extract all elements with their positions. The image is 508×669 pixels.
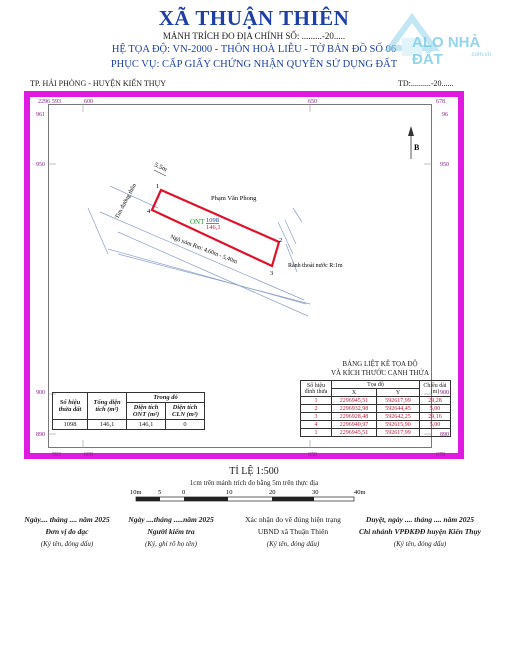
vertex-label: 4 [147,208,151,215]
drain-label: Rãnh thoát nước R:1m [288,263,343,269]
signature-role: Người kiểm tra [147,527,195,536]
coord-table-title-line: VÀ KÍCH THƯỚC CẠNH THỬA [330,369,430,377]
table-header: Y [377,389,420,397]
table-header: X [332,389,377,397]
corner-label: 900 [36,390,45,396]
coordinate-system-line: HỆ TỌA ĐỘ: VN-2000 - THÔN HOÀ LIỄU - TỜ BẢN ĐỒ SỐ 06 [111,44,397,55]
table-row [53,420,205,430]
corner-label: 950 [440,162,449,168]
table-cell: 592642,25 [377,413,420,421]
scale-tick-label: 20 [269,489,276,496]
corner-label: 961 [36,112,45,118]
table-cell: 0 [166,420,205,430]
table-cell: 4 [301,421,332,429]
table-cell: 2296928,48 [332,413,377,421]
signature-block-branch [336,514,504,550]
vertex-label: 1 [156,183,160,190]
table-row [301,397,451,405]
table-header: Diện tích CLN (m²) [166,403,205,420]
scale-tick-label: 40m [354,489,366,496]
table-header: Trong đó [127,393,205,403]
corner-label: 96 [442,112,448,118]
table-cell: 1 [301,429,332,437]
table-cell: 2296932,98 [332,405,377,413]
signature-note: (Ký tên, đóng dấu) [40,540,94,548]
signature-note: (Ký tên, đóng dấu) [393,540,447,548]
table-row [301,405,451,413]
signature-date: Ngày.... tháng .... năm 2025 [24,515,110,524]
scale-tick-label: 10 [226,489,233,496]
signature-date: Xác nhận đo vẽ đúng hiện trạng [245,515,341,524]
table-cell: 1 [301,397,332,405]
table-cell: 2296945,51 [332,397,377,405]
table-header: Số hiệu đỉnh thửa [301,381,332,397]
table-cell: 592615,90 [377,421,420,429]
table-row [301,413,451,421]
scale-tick-label: 0 [182,489,186,496]
scale-title: TỈ LỆ 1:500 [229,466,279,477]
owner-name: Phạm Văn Phong [211,195,257,202]
parcel-area: 146,1 [206,224,221,231]
table-header: Diện tích ONT (m²) [127,403,166,420]
table-cell: 5,00 [420,421,451,429]
scale-tick-label: 30 [312,489,319,496]
table-row [301,429,451,437]
scale-tick-label: 10m [130,489,142,496]
scale-note: 1cm trên mảnh trích đo bằng 5m trên thực địa [189,479,319,487]
table-cell: 5,00 [420,405,451,413]
table-cell: 146,1 [127,420,166,430]
table-header: Tọa độ [332,381,420,389]
table-cell: 146,1 [88,420,127,430]
vertex-label: 3 [270,270,274,277]
purpose-line: PHỤC VỤ: CẤP GIẤY CHỨNG NHẬN QUYỀN SỬ DỤNG ĐẤT [110,59,398,70]
corner-label: 650 [308,452,317,458]
signature-date: Ngày ....tháng .....năm 2025 [128,515,214,524]
corner-label: 2296 [38,99,50,105]
watermark-subtext: .com.vn [470,52,492,58]
corner-label: 678 [436,452,445,458]
table-header: Số hiệu thửa đất [53,393,88,420]
table-cell: 29,16 [420,413,451,421]
table-cell: 3 [301,413,332,421]
parcel-number: 1098 [206,217,219,224]
coord-table-title [300,360,460,378]
table-header: Tổng diện tích (m²) [88,393,127,420]
corner-label: 678 [436,99,445,105]
vertex-label: 2 [279,237,283,244]
table-cell: 29,28 [420,397,451,405]
watermark-text: ALO NHÀ ĐẤT [412,34,481,68]
table-cell: 592617,99 [377,429,420,437]
dimension-label: 5.5m [153,161,169,174]
signature-role: UBND xã Thuận Thiên [257,527,329,536]
signature-date: Duyệt, ngày .... tháng .... năm 2025 [365,515,475,524]
table-cell: 2296945,51 [332,429,377,437]
signature-note: (Ký tên, đóng dấu) [266,540,320,548]
north-label: B [414,143,420,152]
scale-bar [126,486,376,508]
scale-tick-label: 5 [158,489,162,496]
road-label-bottom: Ngõ xóm Rm: 4,60m - 5,40m [169,234,238,266]
table-cell: 2296940,97 [332,421,377,429]
corner-label: 890 [440,432,449,438]
table-cell [420,429,451,437]
road-label-left: Tim đường thôn [114,182,139,220]
page-title: XÃ THUẬN THIÊN [158,6,350,30]
coordinate-table [300,380,451,437]
table-cell: 592617,99 [377,397,420,405]
corner-label: 950 [36,162,45,168]
land-type-label: ONT [190,218,205,226]
table-header: Chiều dài (m) [420,381,451,397]
corner-label: 650 [308,99,317,105]
table-row [301,421,451,429]
signature-role: Đơn vị đo đạc [45,527,89,536]
corner-label: 900 [440,390,449,396]
td-label: TD:..........-20...... [398,79,454,88]
parcel-summary-table [52,392,205,430]
coord-table-title-line: BẢNG LIỆT KÊ TỌA ĐỘ [342,360,418,368]
corner-label: 593 [52,452,61,458]
document-subtitle: MẢNH TRÍCH ĐO ĐỊA CHÍNH SỐ: .........-20..... [162,31,346,41]
corner-label: 593 [52,99,61,105]
signature-note: (Ký, ghi rõ họ tên) [145,540,197,548]
table-cell: 1098 [53,420,88,430]
table-cell: 2 [301,405,332,413]
table-cell: 592644,45 [377,405,420,413]
signature-role: Chi nhánh VPĐKĐĐ huyện Kiến Thụy [359,527,481,536]
corner-label: 600 [84,452,93,458]
corner-label: 600 [84,99,93,105]
corner-label: 890 [36,432,45,438]
location-label: TP. HẢI PHÒNG - HUYỆN KIẾN THỤY [30,79,167,88]
signature-block-inspector [106,514,236,550]
